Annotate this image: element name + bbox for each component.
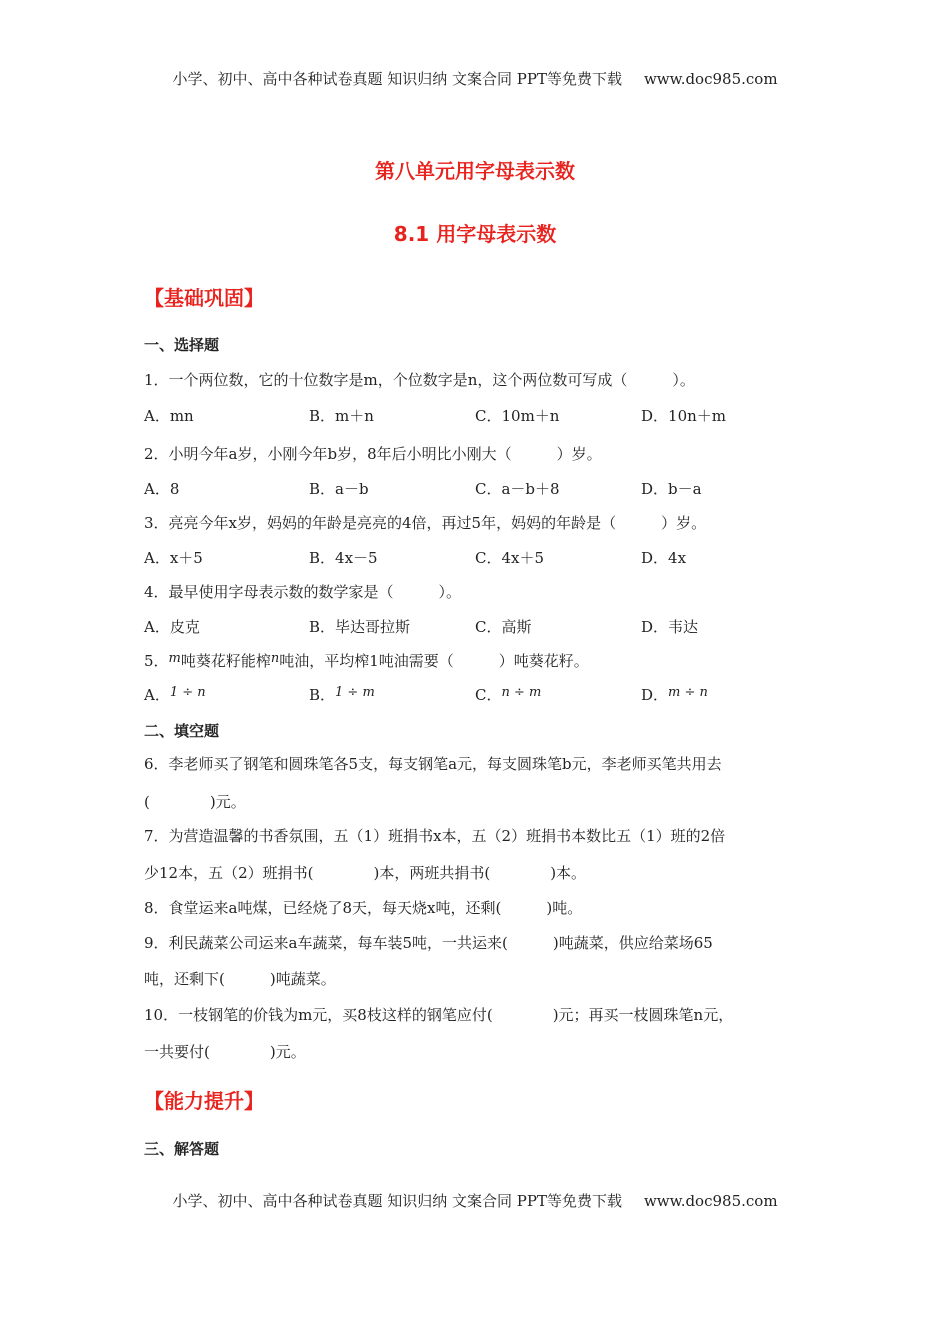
option-c: C．n ÷ m — [475, 685, 542, 704]
question-9-line-1: 9．利民蔬菜公司运来a车蔬菜，每车装5吨，一共运来( )吨蔬菜，供应给菜场65 — [144, 934, 713, 952]
document-subtitle: 8.1 用字母表示数 — [393, 222, 557, 246]
variable-n: n — [270, 651, 280, 666]
option-b: B．4x－5 — [309, 549, 378, 567]
option-d: D．10n＋m — [641, 407, 726, 425]
option-d: D．韦达 — [641, 618, 699, 636]
footer-text: 小学、初中、高中各种试卷真题 知识归纳 文案合同 PPT等免费下载 — [172, 1192, 622, 1210]
option-c: C．高斯 — [475, 618, 532, 636]
option-c: C．a－b＋8 — [475, 480, 560, 498]
question-4: 4．最早使用字母表示数的数学家是（ ）。 — [144, 583, 462, 601]
question-1: 1．一个两位数，它的十位数字是m，个位数字是n，这个两位数可写成（ ）。 — [144, 371, 695, 389]
question-5-rest: 吨油，平均榨1吨油需要（ ）吨葵花籽。 — [279, 652, 589, 670]
option-a: A．x＋5 — [144, 549, 203, 567]
option-a: A．皮克 — [144, 618, 200, 636]
question-10-line-2: 一共要付( )元。 — [144, 1043, 306, 1061]
question-1-options — [144, 405, 844, 427]
option-c: C．10m＋n — [475, 407, 560, 425]
option-d: D．m ÷ n — [641, 685, 708, 704]
document-title: 第八单元用字母表示数 — [375, 159, 575, 183]
option-a: A．1 ÷ n — [144, 685, 206, 704]
question-5 — [144, 650, 589, 671]
option-a: A．mn — [144, 407, 194, 425]
option-a: A．8 — [144, 480, 180, 498]
part-fill-heading: 二、填空题 — [144, 722, 220, 740]
option-b: B．m＋n — [309, 407, 374, 425]
footer-site-link[interactable]: www.doc985.com — [643, 1192, 778, 1210]
question-5-options — [144, 684, 844, 706]
question-2-options — [144, 478, 844, 500]
option-c: C．4x＋5 — [475, 549, 545, 567]
question-7-line-1: 7．为营造温馨的书香氛围，五（1）班捐书x本，五（2）班捐书本数比五（1）班的2倍 — [144, 827, 726, 845]
variable-m: m — [168, 651, 181, 666]
question-5-mid: 吨葵花籽能榨 — [180, 652, 271, 670]
question-4-options — [144, 616, 844, 638]
question-6-line-1: 6．李老师买了钢笔和圆珠笔各5支，每支钢笔a元，每支圆珠笔b元，李老师买笔共用去 — [144, 755, 722, 773]
option-b-expr: 1 ÷ m — [335, 685, 375, 700]
question-8: 8．食堂运来a吨煤，已经烧了8天，每天烧x吨，还剩( )吨。 — [144, 899, 583, 917]
section-basic-heading: 【基础巩固】 — [144, 286, 264, 310]
question-6-line-2: ( )元。 — [144, 793, 246, 811]
option-d: D．b－a — [641, 480, 702, 498]
question-3: 3．亮亮今年x岁，妈妈的年龄是亮亮的4倍，再过5年，妈妈的年龄是（ ）岁。 — [144, 514, 707, 532]
option-d: D．4x — [641, 549, 687, 567]
question-7-line-2: 少12本，五（2）班捐书( )本，两班共捐书( )本。 — [144, 864, 587, 882]
part-answer-heading: 三、解答题 — [144, 1140, 220, 1158]
question-9-line-2: 吨，还剩下( )吨蔬菜。 — [144, 970, 336, 988]
header-text: 小学、初中、高中各种试卷真题 知识归纳 文案合同 PPT等免费下载 — [172, 70, 622, 88]
header-site-link[interactable]: www.doc985.com — [643, 70, 778, 88]
option-b: B．毕达哥拉斯 — [309, 618, 411, 636]
option-a-expr: 1 ÷ n — [169, 685, 206, 700]
option-c-expr: n ÷ m — [501, 685, 542, 700]
option-b: B．1 ÷ m — [309, 685, 375, 704]
question-2: 2．小明今年a岁，小刚今年b岁，8年后小明比小刚大（ ）岁。 — [144, 445, 602, 463]
option-d-expr: m ÷ n — [668, 685, 708, 700]
part-choice-heading: 一、选择题 — [144, 336, 220, 354]
page-footer — [0, 1190, 950, 1211]
question-3-options — [144, 547, 844, 569]
section-advanced-heading: 【能力提升】 — [144, 1089, 264, 1113]
option-b: B．a－b — [309, 480, 369, 498]
page-header — [0, 68, 950, 89]
question-10-line-1: 10．一枝钢笔的价钱为m元，买8枝这样的钢笔应付( )元；再买一枝圆珠笔n元， — [144, 1006, 734, 1024]
question-5-number: 5． — [144, 652, 169, 670]
